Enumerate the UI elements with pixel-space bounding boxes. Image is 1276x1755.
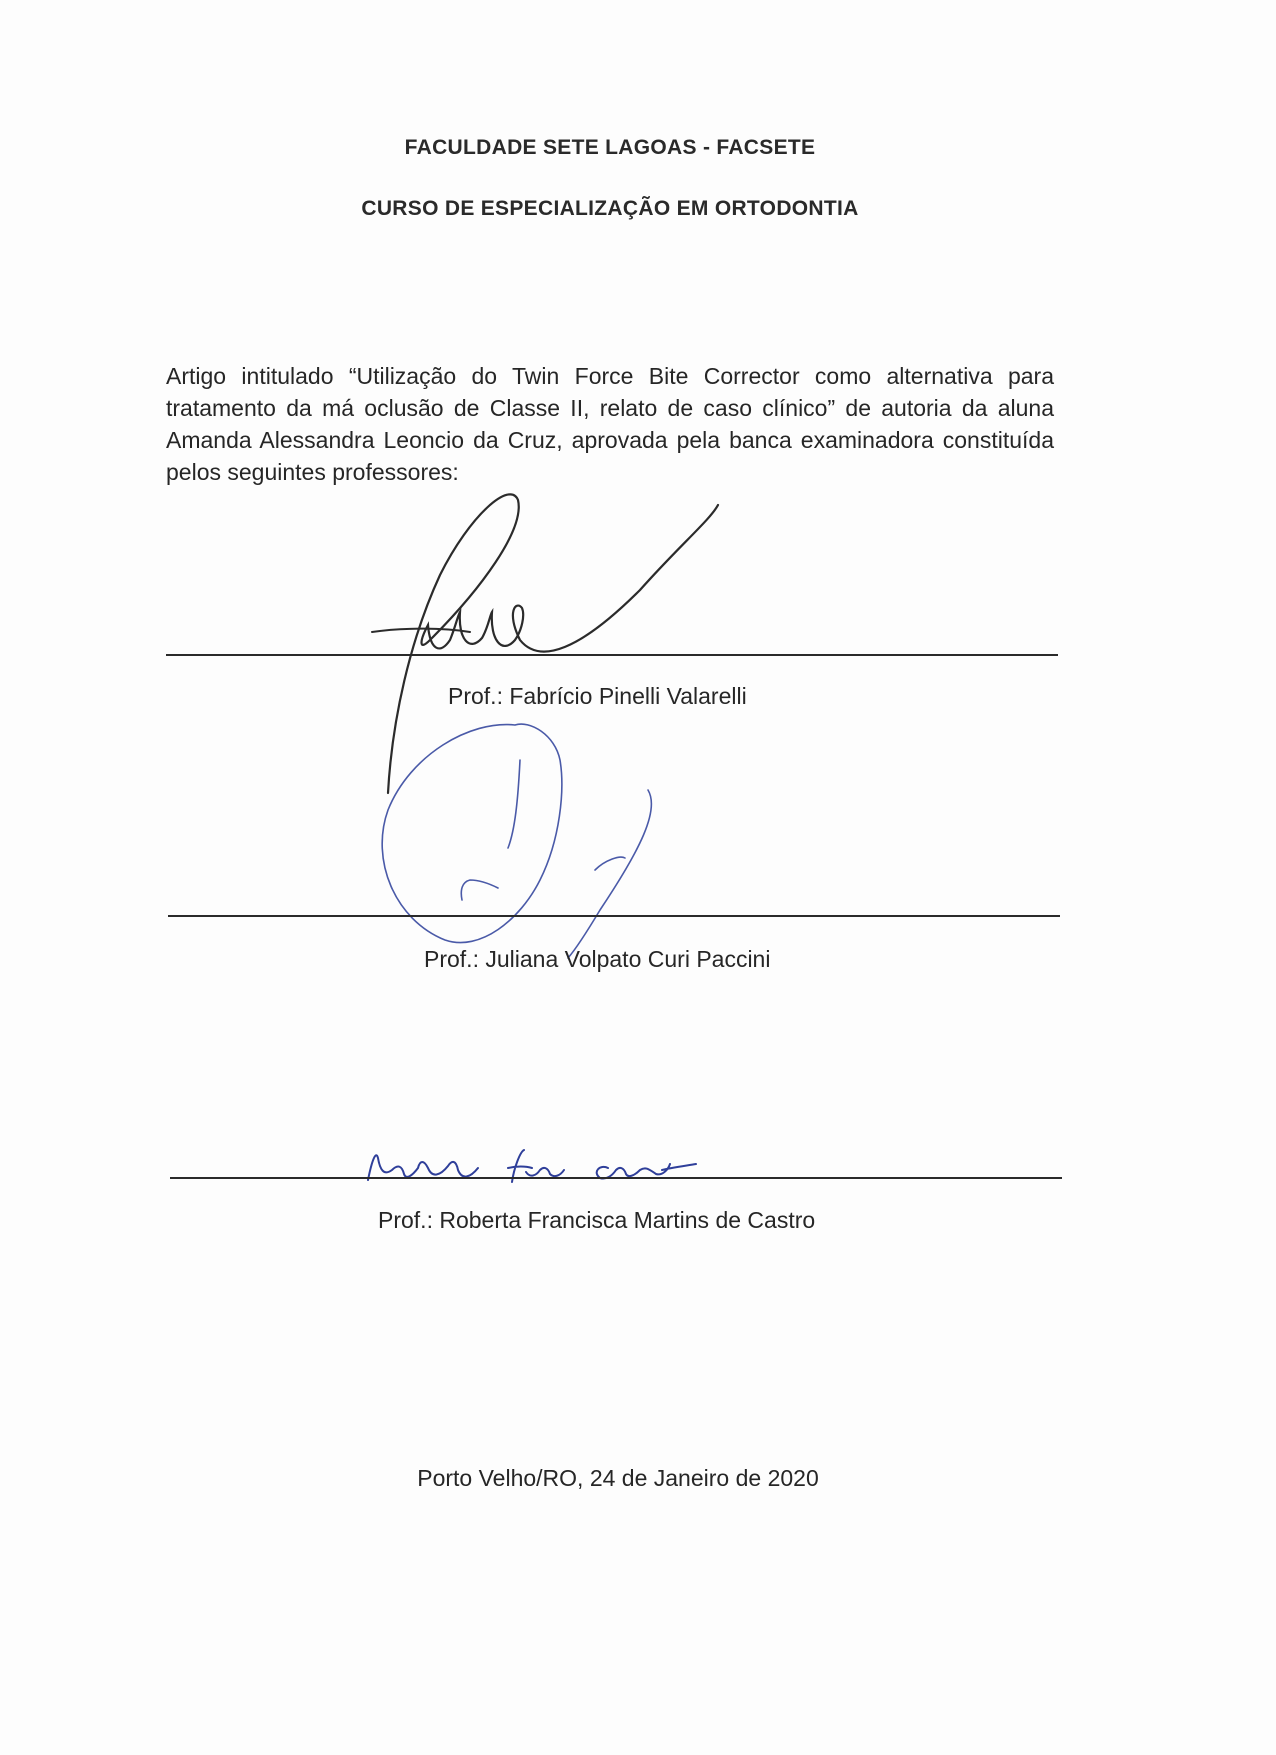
- examiner-2-name: Prof.: Juliana Volpato Curi Paccini: [424, 946, 771, 972]
- institution-heading: FACULDADE SETE LAGOAS - FACSETE: [404, 136, 816, 159]
- course-heading: CURSO DE ESPECIALIZAÇÃO EM ORTODONTIA: [361, 197, 859, 220]
- examiner-1-name: Prof.: Fabrício Pinelli Valarelli: [448, 683, 747, 709]
- signature-line-1: [166, 654, 1058, 656]
- place-date: Porto Velho/RO, 24 de Janeiro de 2020: [417, 1465, 819, 1491]
- signature-line-3: [170, 1177, 1062, 1179]
- signature-line-2: [168, 915, 1060, 917]
- examiner-3-name: Prof.: Roberta Francisca Martins de Castro: [378, 1207, 816, 1233]
- approval-paragraph: Artigo intitulado “Utilização do Twin Force Bite Corrector como alternativa para tratamento da má oclusão de Classe II, relato de caso clínico” de autoria da aluna Amanda Alessandra Leoncio da Cruz, aprovada pela banca examinadora constituída pelos seguintes professores:: [166, 363, 1054, 485]
